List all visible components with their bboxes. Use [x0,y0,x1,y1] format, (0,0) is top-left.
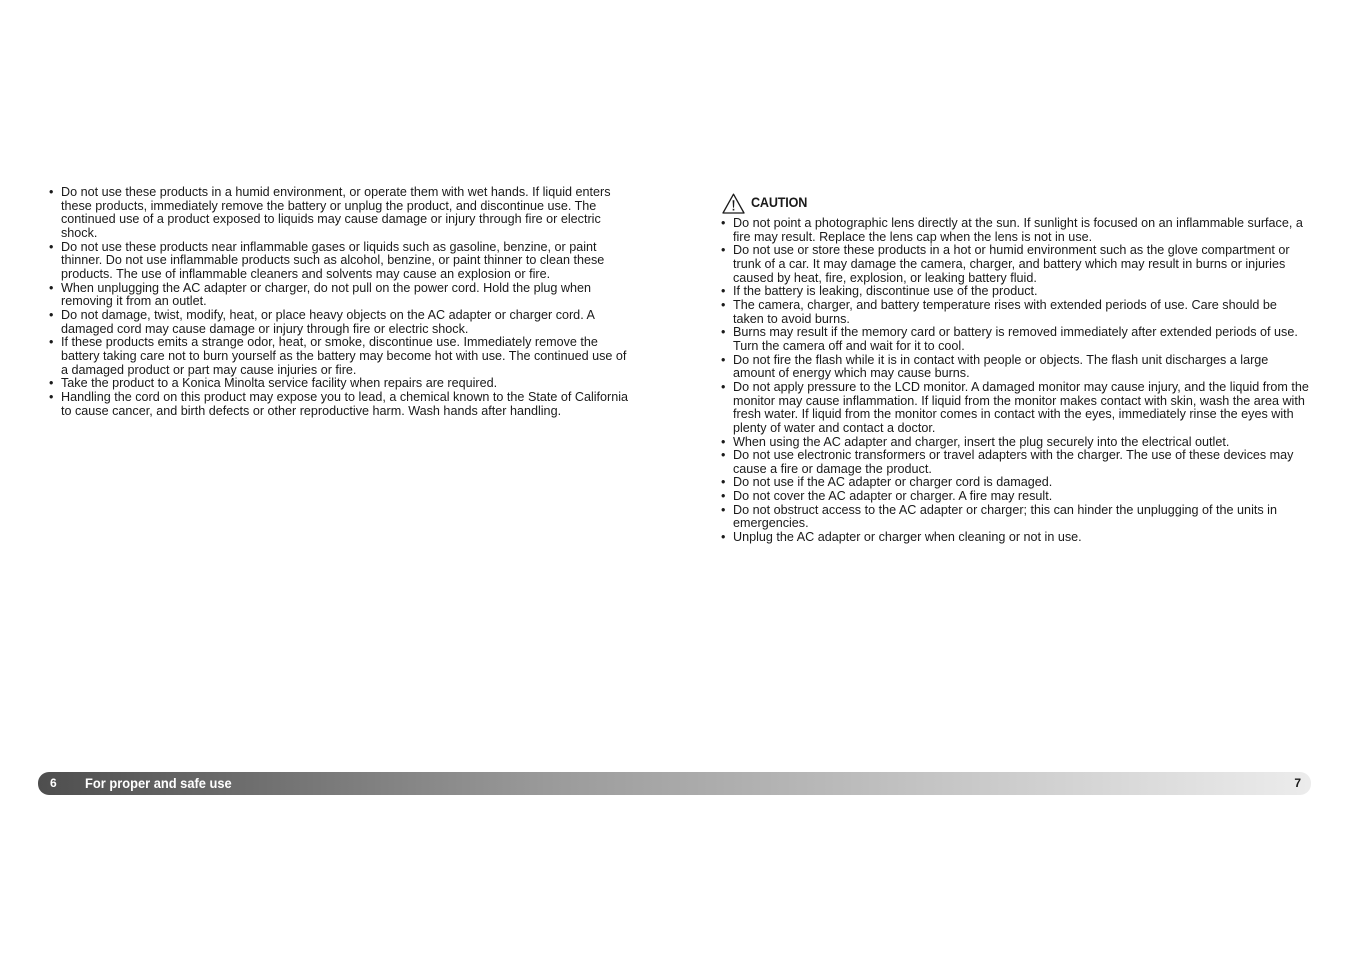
caution-label: CAUTION [751,194,808,211]
left-bullet-list [49,186,634,418]
page-number-right: 7 [1294,776,1301,790]
list-item: • Do not fire the flash while it is in contact with people or objects. The flash unit discharges a large amount of energy which may cause burns. [721,354,1309,381]
list-item: • Do not use or store these products in a hot or humid environment such as the glove compartment or trunk of a car. It may damage the camera, charger, and battery which may result in burns or injuries caused by heat, fire, explosion, or leaking battery fluid. [721,244,1309,285]
list-item: • Do not use electronic transformers or travel adapters with the charger. The use of these devices may cause a fire or damage the product. [721,449,1309,476]
list-item: • If the battery is leaking, discontinue use of the product. [721,285,1309,299]
right-column [721,190,1309,545]
caution-heading [721,190,1309,216]
list-item: • When using the AC adapter and charger, insert the plug securely into the electrical outlet. [721,436,1309,450]
list-item: • Do not use these products near inflammable gases or liquids such as gasoline, benzine, or paint thinner. Do not use inflammable products such as alcohol, benzine, or paint thinner to clean these products. The use of inflammable cleaners and solvents may cause an explosion or fire. [49,241,634,282]
page-number-left: 6 [50,776,57,790]
section-title: For proper and safe use [85,775,232,791]
list-item: • Do not apply pressure to the LCD monitor. A damaged monitor may cause injury, and the liquid from the monitor may cause inflammation. If liquid from the monitor makes contact with skin, wash the area with fresh water. If liquid from the monitor comes in contact with the eyes, immediately rinse the eyes with plenty of water and contact a doctor. [721,381,1309,436]
left-column [49,186,634,418]
right-bullet-list [721,217,1309,545]
list-item: • If these products emits a strange odor, heat, or smoke, discontinue use. Immediately remove the battery taking care not to burn yourself as the battery may become hot with use. The continued use of a damaged product or part may cause injuries or fire. [49,336,634,377]
list-item: • Unplug the AC adapter or charger when cleaning or not in use. [721,531,1309,545]
footer-bar [38,772,1311,795]
list-item: • Do not point a photographic lens directly at the sun. If sunlight is focused on an inflammable surface, a fire may result. Replace the lens cap when the lens is not in use. [721,217,1309,244]
list-item: • Burns may result if the memory card or battery is removed immediately after extended periods of use. Turn the camera off and wait for it to cool. [721,326,1309,353]
list-item: • Do not use these products in a humid environment, or operate them with wet hands. If liquid enters these products, immediately remove the battery or unplug the product, and discontinue use. The continued use of a product exposed to liquids may cause damage or injury through fire or electric shock. [49,186,634,241]
list-item: • Do not cover the AC adapter or charger. A fire may result. [721,490,1309,504]
warning-triangle-icon [722,193,745,214]
list-item: • When unplugging the AC adapter or charger, do not pull on the power cord. Hold the plug when removing it from an outlet. [49,282,634,309]
list-item: • Handling the cord on this product may expose you to lead, a chemical known to the State of California to cause cancer, and birth defects or other reproductive harm. Wash hands after handling. [49,391,634,418]
list-item: • The camera, charger, and battery temperature rises with extended periods of use. Care should be taken to avoid burns. [721,299,1309,326]
list-item: • Do not obstruct access to the AC adapter or charger; this can hinder the unplugging of the units in emergencies. [721,504,1309,531]
list-item: • Do not use if the AC adapter or charger cord is damaged. [721,476,1309,490]
list-item: • Take the product to a Konica Minolta service facility when repairs are required. [49,377,634,391]
list-item: • Do not damage, twist, modify, heat, or place heavy objects on the AC adapter or charger cord. A damaged cord may cause damage or injury through fire or electric shock. [49,309,634,336]
